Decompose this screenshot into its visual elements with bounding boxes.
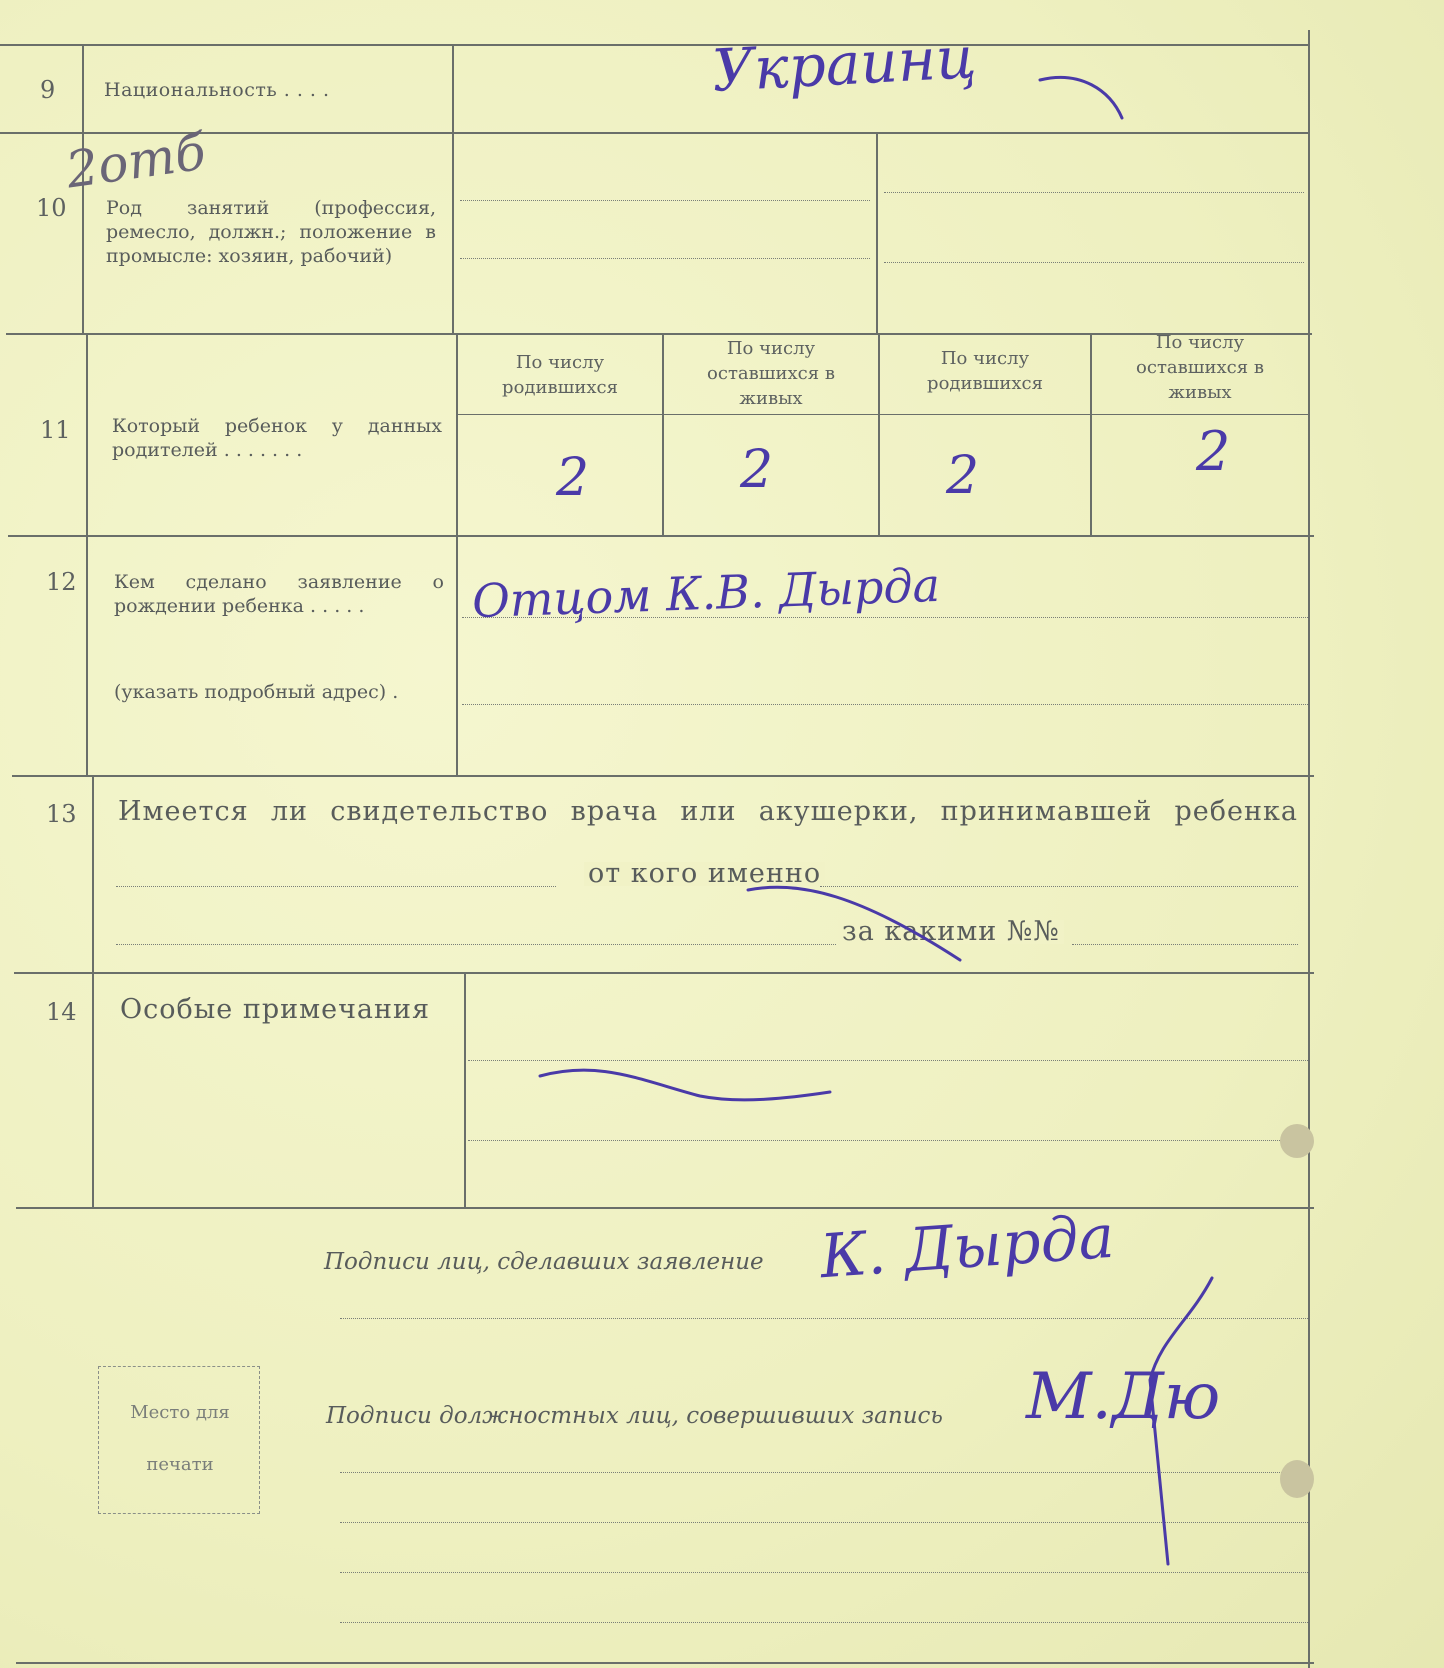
row-number: 9 xyxy=(40,76,56,104)
applicants-signature-label: Подписи лиц, сделавших заявление xyxy=(324,1249,764,1275)
row-number: 13 xyxy=(46,800,77,828)
count-born-1: 2 xyxy=(556,448,590,508)
officials-signature-label: Подписи должностных лиц, совершивших запись xyxy=(326,1403,943,1429)
officials-signature: М.Дю xyxy=(1026,1360,1221,1434)
col-header-born-2: По числу родившихся xyxy=(927,348,1043,394)
address-label: (указать подробный адрес) . xyxy=(114,681,399,703)
declarant-label: Кем сделано заявление о рождении ребенка . . . . . xyxy=(114,571,444,617)
which-numbers-label: за какими №№ xyxy=(838,920,1064,944)
certificate-question: Имеется ли свидетельство врача или акушерки, принимавшей ребенка xyxy=(118,796,1298,827)
special-notes-label: Особые примечания xyxy=(120,994,431,1025)
count-born-2: 2 xyxy=(946,446,980,506)
col-header-born-1: По числу родившихся xyxy=(502,352,618,398)
row-number: 12 xyxy=(46,568,77,596)
row-number: 14 xyxy=(46,998,77,1026)
punch-hole xyxy=(1280,1124,1314,1158)
count-alive-2: 2 xyxy=(1196,420,1231,483)
stamp-place-line1: Место для xyxy=(130,1402,230,1423)
col-header-alive-2: По числу оставшихся в живых xyxy=(1136,332,1264,403)
nationality-value: Украинц xyxy=(710,23,978,105)
from-whom-label: от кого именно xyxy=(584,862,825,886)
row-number: 10 xyxy=(36,194,67,222)
col-header-alive-1: По числу оставшихся в живых xyxy=(707,338,835,409)
punch-hole xyxy=(1280,1460,1314,1498)
applicants-signature: К. Дырда xyxy=(817,1201,1117,1293)
margin-note: 2отб xyxy=(62,122,210,200)
row-number: 11 xyxy=(40,416,71,444)
child-order-label: Который ребенок у данных родителей . . . . . . . xyxy=(112,415,442,461)
occupation-label: Род занятий (профессия, ремесло, должн.; положение в промысле: хозяин, рабочий) xyxy=(106,197,436,267)
nationality-label: Национальность . . . . xyxy=(104,79,330,101)
stamp-place-line2: печати xyxy=(146,1454,214,1475)
declarant-value: Отцом К.В. Дырда xyxy=(471,557,941,629)
count-alive-1: 2 xyxy=(740,440,774,500)
